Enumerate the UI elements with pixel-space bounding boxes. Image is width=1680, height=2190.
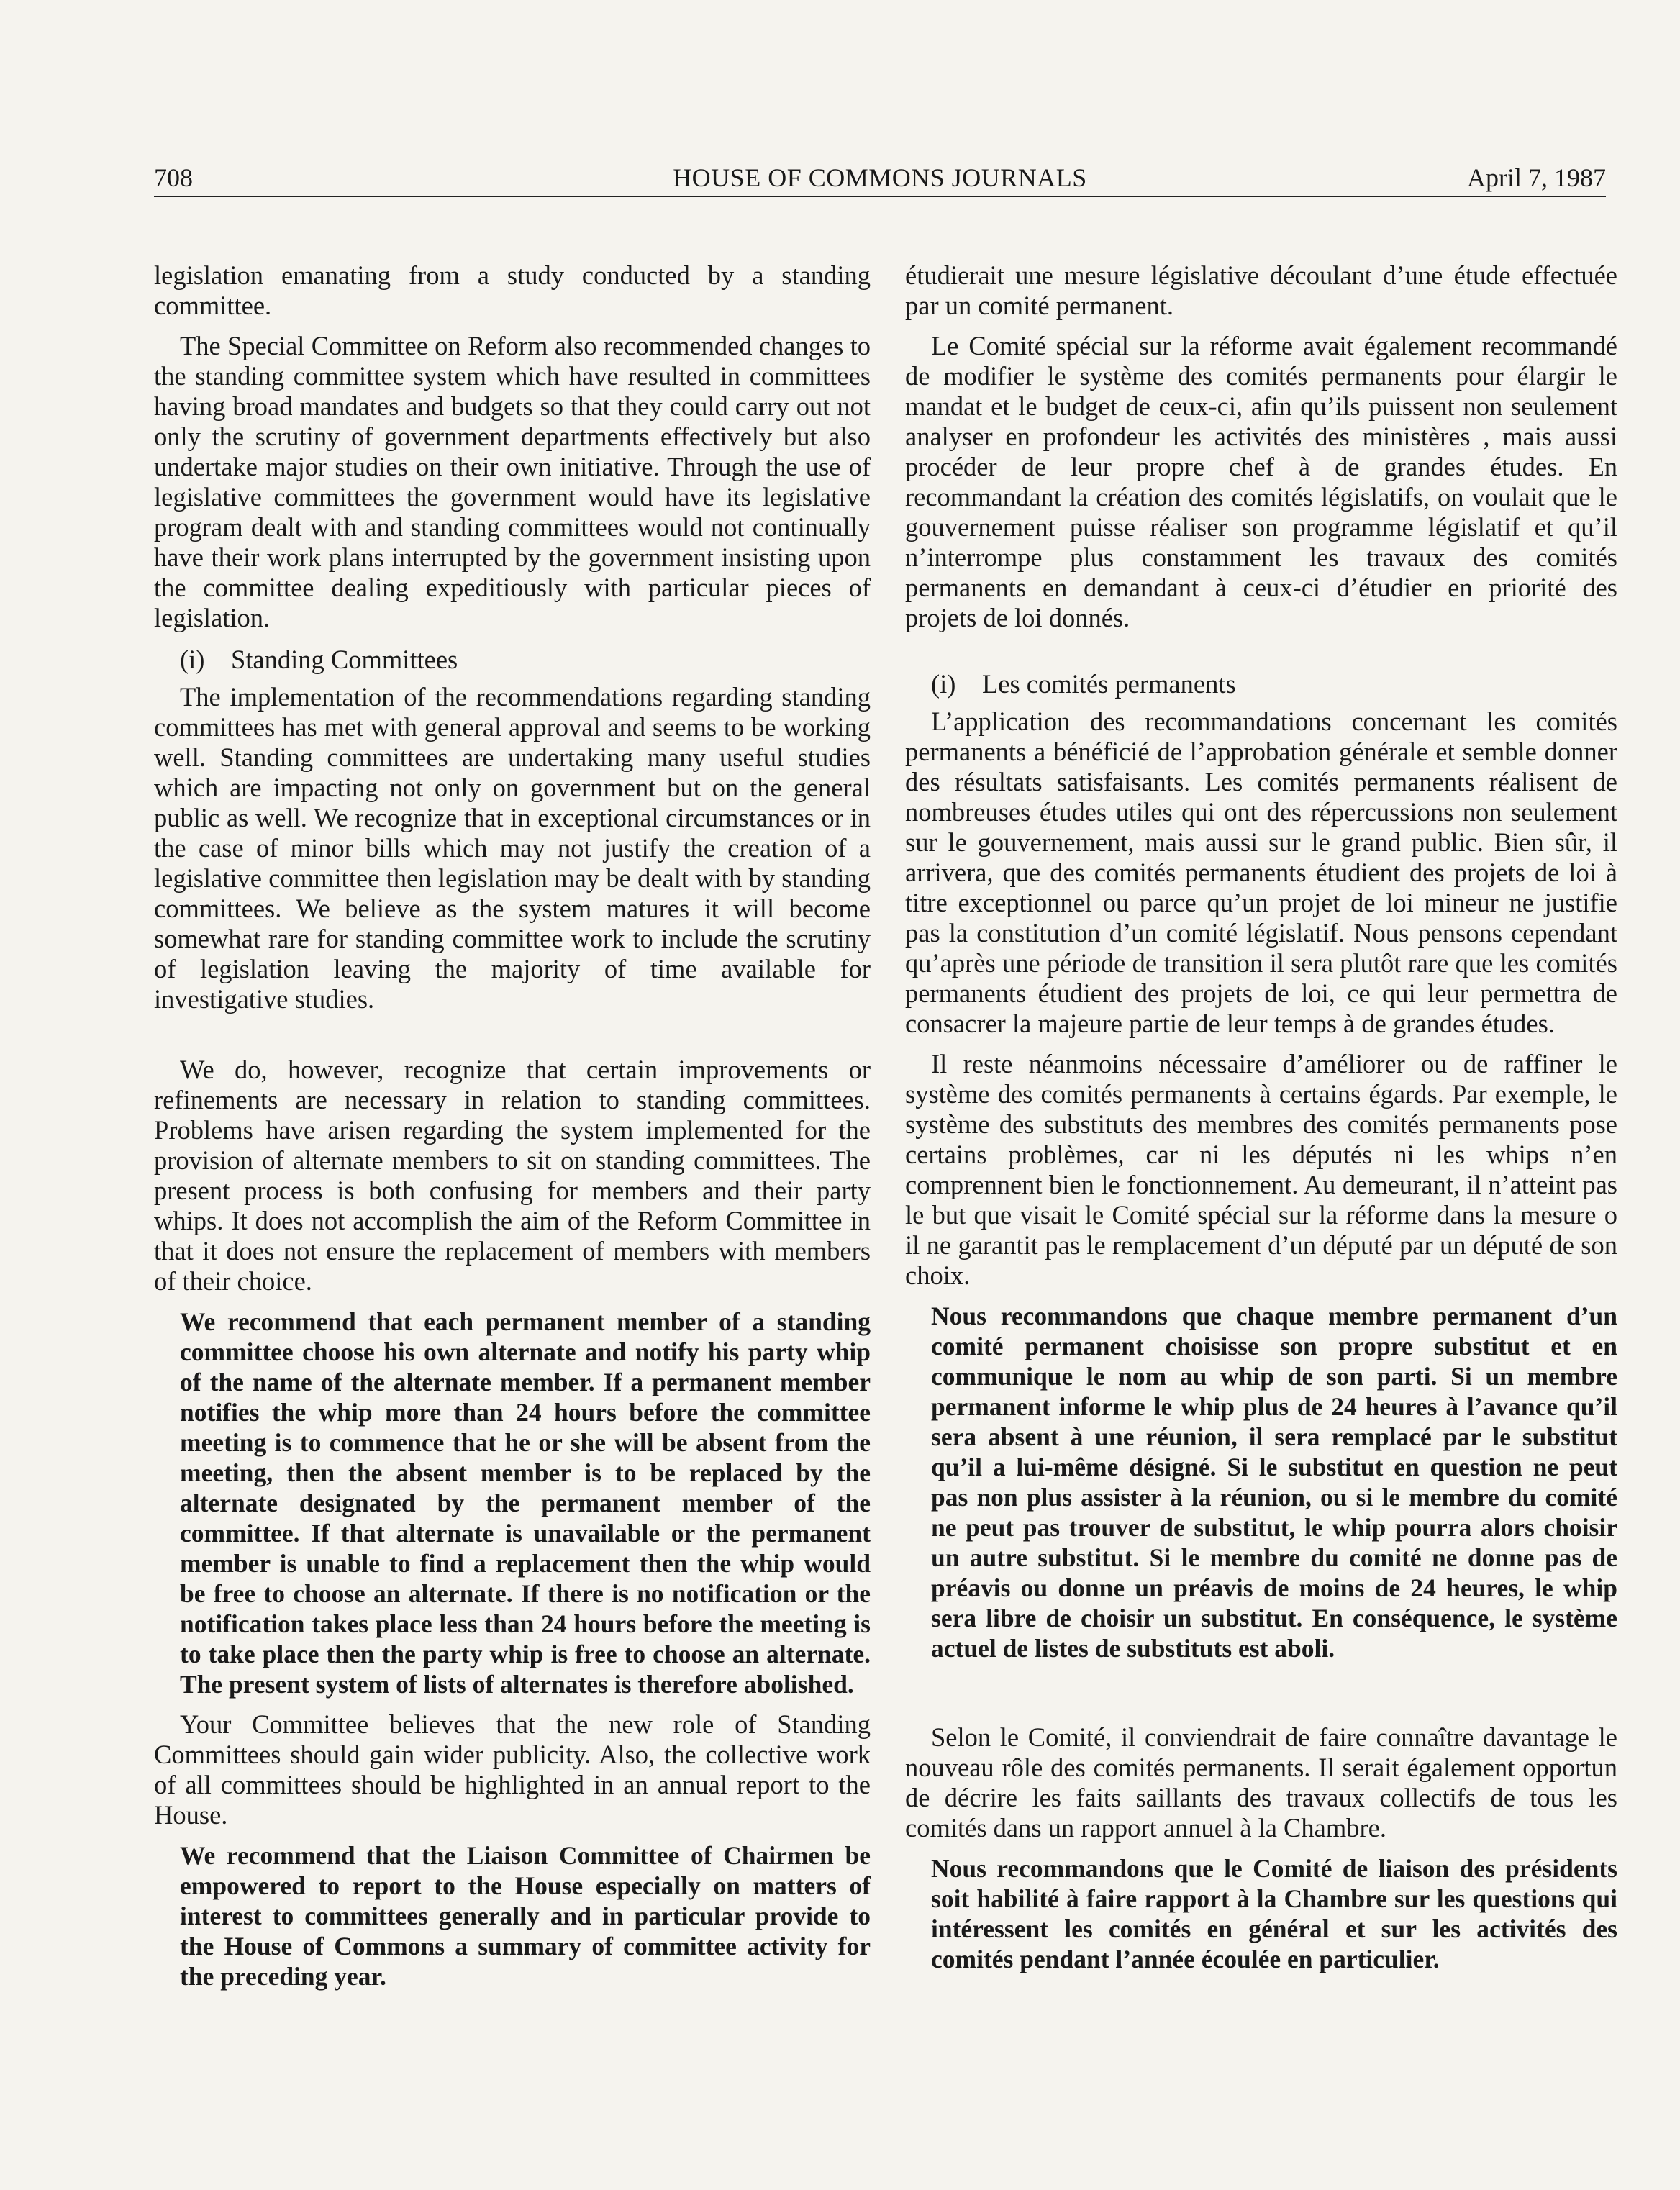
french-paragraph-improvements: Il reste néanmoins nécessaire d’améliorer ou de raffiner le système des comités permanents à certains égards. Par exemple, le système des substituts des membres des comités permanents pose certains problèmes, car ni les députés ni les whips n’en comprennent bien le fonctionnement. Au demeurant, il n’atteint pas le but que visait le Comité spécial sur la réforme dans la mesure o il ne garantit pas le remplacement d’un député par un député de son choix.	[905, 1049, 1617, 1290]
english-paragraph-publicity: Your Committee believes that the new role of Standing Committees should gain wider publicity. Also, the collective work of all committees should be highlighted in an annual report to the House.	[154, 1709, 871, 1830]
english-paragraph-continued: legislation emanating from a study conducted by a standing committee.	[154, 260, 871, 320]
journal-title: HOUSE OF COMMONS JOURNALS	[673, 163, 1087, 192]
french-recommendation-liaison: Nous recommandons que le Comité de liaison des présidents soit habilité à faire rapport à la Chambre sur les questions qui intéressent les comités en général et sur les activités des comités pendant l’année écoulée en particulier.	[931, 1854, 1617, 1973]
french-section-heading: (i) Les comités permanents	[931, 669, 1236, 699]
page-number: 708	[154, 163, 193, 192]
english-paragraph-implementation: The implementation of the recommendations regarding standing committees has met with general approval and seems to be working well. Standing committees are undertaking many useful studies which are impacting not only on government but on the general public as well. We recognize that in exceptional circumstances or in the case of minor bills which may not justify the creation of a legislative committee then legislation may be dealt with by standing committees. We believe as the system matures it will become somewhat rare for standing committee work to include the scrutiny of legislation leaving the majority of time available for investigative studies.	[154, 682, 871, 1014]
french-paragraph-publicity: Selon le Comité, il conviendrait de faire connaître davantage le nouveau rôle des comités permanents. Il serait également opportun de décrire les faits saillants des travaux collectifs de tous les comités dans un rapport annuel à la Chambre.	[905, 1722, 1617, 1843]
french-column	[905, 260, 1617, 1974]
french-paragraph-continued: étudierait une mesure législative découlant d’une étude effectuée par un comité permanent.	[905, 260, 1617, 320]
english-section-heading: (i) Standing Committees	[180, 645, 458, 674]
english-recommendation-liaison: We recommend that the Liaison Committee of Chairmen be empowered to report to the House especially on matters of interest to committees generally and in particular provide to the House of Commons a summary of committee activity for the preceding year.	[180, 1841, 871, 1991]
english-paragraph-special-committee: The Special Committee on Reform also recommended changes to the standing committee system which have resulted in committees having broad mandates and budgets so that they could carry out not only the scrutiny of government departments effectively but also undertake major studies on their own initiative. Through the use of legislative committees the government would have its legislative program dealt with and standing committees would not continually have their work plans interrupted by the government insisting upon the committee dealing expeditiously with particular pieces of legislation.	[154, 331, 871, 632]
running-head	[154, 160, 1606, 197]
french-paragraph-special-committee: Le Comité spécial sur la réforme avait également recommandé de modifier le système des comités permanents pour élargir le mandat et le budget de ceux-ci, afin qu’ils puissent non seulement analyser en profondeur les activités des ministères , mais aussi procéder de leur propre chef à de grandes études. En recommandant la création des comités législatifs, on voulait que le gouvernement puisse réaliser son programme législatif et qu’il n’interrompe plus constamment les travaux des comités permanents en demandant à ceux-ci d’étudier en priorité des projets de loi donnés.	[905, 331, 1617, 632]
english-recommendation-alternates: We recommend that each permanent member of a standing committee choose his own alternate and notify his party whip of the name of the alternate member. If a permanent member notifies the whip more than 24 hours before the committee meeting is to commence that he or she will be absent from the meeting, then the absent member is to be replaced by the alternate designated by the permanent member of the committee. If that alternate is unavailable or the permanent member is unable to find a replacement then the whip would be free to choose an alternate. If there is no notification or the notification takes place less than 24 hours before the meeting is to take place then the party whip is free to choose an alternate. The present system of lists of alternates is therefore abolished.	[180, 1307, 871, 1699]
english-column	[154, 260, 871, 1991]
english-paragraph-improvements: We do, however, recognize that certain improvements or refinements are necessary in relation to standing committees. Problems have arisen regarding the system implemented for the provision of alternate members to sit on standing committees. The present process is both confusing for members and their party whips. It does not accomplish the aim of the Reform Committee in that it does not ensure the replacement of members with members of their choice.	[154, 1055, 871, 1296]
french-recommendation-alternates: Nous recommandons que chaque membre permanent d’un comité permanent choisisse son propre substitut et en communique le nom au whip de son parti. Si un membre permanent informe le whip plus de 24 heures à l’avance qu’il sera absent à une réunion, il sera remplacé par le substitut qu’il a lui-même désigné. Si le substitut en question ne peut pas non plus assister à la réunion, ou si le membre du comité ne peut pas trouver de substitut, le whip pourra alors choisir un autre substitut. Si le membre du comité ne donne pas de préavis ou donne un préavis de moins de 24 heures, le whip sera libre de choisir un substitut. En conséquence, le système actuel de listes de substituts est aboli.	[931, 1301, 1617, 1663]
journal-date: April 7, 1987	[1467, 163, 1606, 192]
french-paragraph-implementation: L’application des recommandations concernant les comités permanents a bénéficié de l’approbation générale et semble donner des résultats satisfaisants. Les comités permanents réalisent de nombreuses études utiles qui ont des répercussions non seulement sur le gouvernement, mais aussi sur le grand public. Bien sûr, il arrivera, que des comités permanents étudient des projets de loi à titre exceptionnel ou parce qu’un projet de loi mineur ne justifie pas la constitution d’un comité législatif. Nous pensons cependant qu’après une période de transition il sera plutôt rare que les comités permanents étudient des projets de loi, ce qui leur permettra de consacrer la majeure partie de leur temps à de grandes études.	[905, 706, 1617, 1038]
